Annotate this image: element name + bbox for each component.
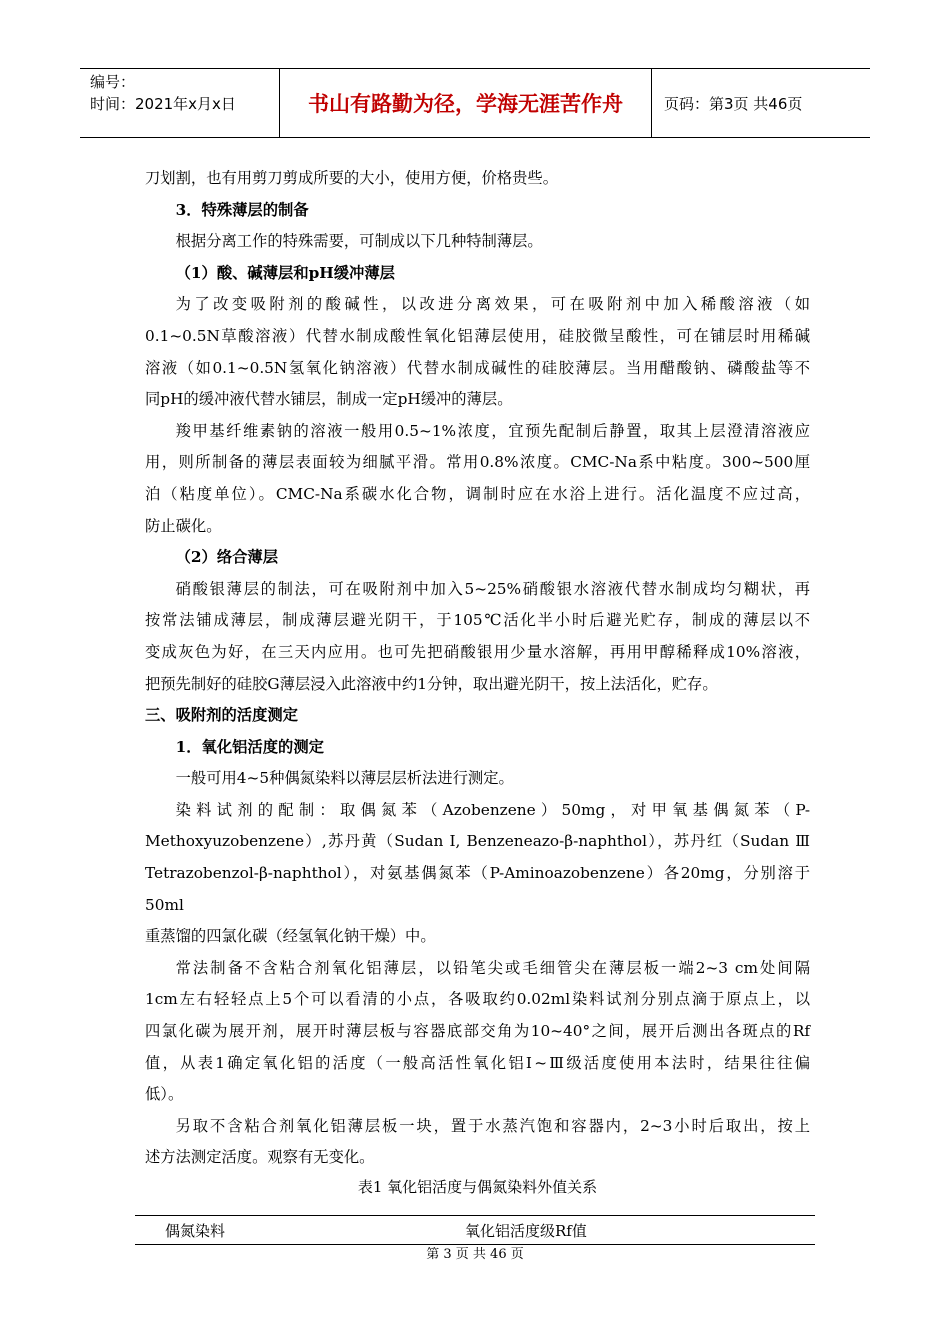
- text-line: 防止碳化。: [145, 516, 222, 535]
- section-heading: 三、吸附剂的活度测定: [145, 706, 298, 725]
- subsection-heading: 1．氧化铝活度的测定: [175, 737, 324, 756]
- table-caption: 表1 氧化铝活度与偶氮染料外值关系: [357, 1178, 598, 1196]
- paragraph: [145, 795, 810, 953]
- text-line: 重蒸馏的四氯化碳（经氢氧化钠干燥）中。: [145, 927, 436, 946]
- text-line: Methoxyuzobenzene）,苏丹黄（Sudan I, Benzeneazo-β-naphthol），苏丹红（Sudan Ⅲ: [145, 832, 810, 851]
- table-header-row: [135, 1215, 815, 1245]
- paragraph: 一般可用4~5种偶氮染料以薄层层析法进行测定。: [175, 769, 514, 788]
- page-footer: 第 3 页 共 46 页: [426, 1247, 524, 1262]
- table-header-cell: 氧化铝活度级Rf值: [465, 1221, 587, 1240]
- text-line: 四氯化碳为展开剂，展开时薄层板与容器底部交角为10~40°之间，展开后测出各斑点的Rf: [145, 1022, 810, 1041]
- paragraph: [145, 416, 810, 542]
- text-line: 述方法测定活度。观察有无变化。: [145, 1148, 375, 1167]
- document-body: [145, 163, 810, 1245]
- text-line: 值，从表1确定氧化铝的活度（一般高活性氧化铝Ⅰ~Ⅲ级活度使用本法时，结果往往偏: [145, 1053, 810, 1072]
- text-line: 用，则所制备的薄层表面较为细腻平滑。常用0.8%浓度。CMC-Na系中粘度。300~500厘: [145, 453, 810, 472]
- text-line: 按常法铺成薄层，制成薄层避光阴干，于105℃活化半小时后避光贮存，制成的薄层以不: [145, 611, 810, 630]
- text-line: 为了改变吸附剂的酸碱性，以改进分离效果，可在吸附剂中加入稀酸溶液（如: [175, 295, 810, 314]
- text-line: 染料试剂的配制：取偶氮苯（Azobenzene）50mg，对甲氧基偶氮苯（P-: [175, 800, 810, 819]
- text-line: 把预先制好的硅胶G薄层浸入此溶液中约1分钟，取出避光阴干，按上法活化，贮存。: [145, 674, 718, 693]
- page-header: [80, 68, 870, 138]
- text-line: 同pH的缓冲液代替水铺层，制成一定pH缓冲的薄层。: [145, 390, 513, 409]
- text-line: 硝酸银薄层的制法，可在吸附剂中加入5~25%硝酸银水溶液代替水制成均匀糊状，再: [175, 579, 810, 598]
- paragraph: [145, 953, 810, 1111]
- paragraph: [145, 574, 810, 700]
- text-line: 变成灰色为好，在三天内应用。也可先把硝酸银用少量水溶解，再用甲醇稀释成10%溶液，: [145, 642, 810, 661]
- subsection-heading: 3．特殊薄层的制备: [175, 200, 309, 219]
- paragraph: [145, 289, 810, 415]
- paragraph: [145, 1111, 810, 1174]
- text-line: 常法制备不含粘合剂氧化铝薄层，以铅笔尖或毛细管尖在薄层板一端2~3 cm处间隔: [175, 958, 810, 977]
- paragraph: 根据分离工作的特殊需要，可制成以下几种特制薄层。: [175, 232, 543, 251]
- doc-number-label: 编号：: [90, 73, 136, 91]
- text-line: 1cm左右轻轻点上5个可以看清的小点，各吸取约0.02ml染料试剂分别点滴于原点上，以: [145, 990, 810, 1009]
- subsection-heading: （1）酸、碱薄层和pH缓冲薄层: [175, 263, 395, 282]
- paragraph: 刀划割，也有用剪刀剪成所要的大小，使用方便，价格贵些。: [145, 169, 559, 187]
- text-line: 低）。: [145, 1085, 184, 1104]
- header-page-info: 页码：第3页 共46页: [664, 94, 803, 113]
- text-line: Tetrazobenzol-β-naphthol），对氨基偶氮苯（P-Aminoazobenzene）各20mg，分别溶于50ml: [145, 864, 810, 914]
- doc-date: 时间：2021年x月x日: [90, 95, 236, 113]
- text-line: 羧甲基纤维素钠的溶液一般用0.5~1%浓度，宜预先配制后静置，取其上层澄清溶液应: [175, 421, 810, 440]
- header-motto: 书山有路勤为径，学海无涯苦作舟: [280, 69, 652, 137]
- subsection-heading: （2）络合薄层: [175, 548, 279, 567]
- text-line: 泊（粘度单位）。CMC-Na系碳水化合物，调制时应在水浴上进行。活化温度不应过高，: [145, 484, 810, 503]
- text-line: 溶液（如0.1~0.5N氢氧化钠溶液）代替水制成碱性的硅胶薄层。当用醋酸钠、磷酸盐等不: [145, 358, 810, 377]
- table-header-cell: 偶氮染料: [165, 1221, 226, 1240]
- text-line: 另取不含粘合剂氧化铝薄层板一块，置于水蒸汽饱和容器内，2~3小时后取出，按上: [175, 1116, 810, 1135]
- text-line: 0.1~0.5N草酸溶液）代替水制成酸性氧化铝薄层使用，硅胶微呈酸性，可在铺层时用稀碱: [145, 326, 810, 345]
- header-meta: [80, 69, 280, 137]
